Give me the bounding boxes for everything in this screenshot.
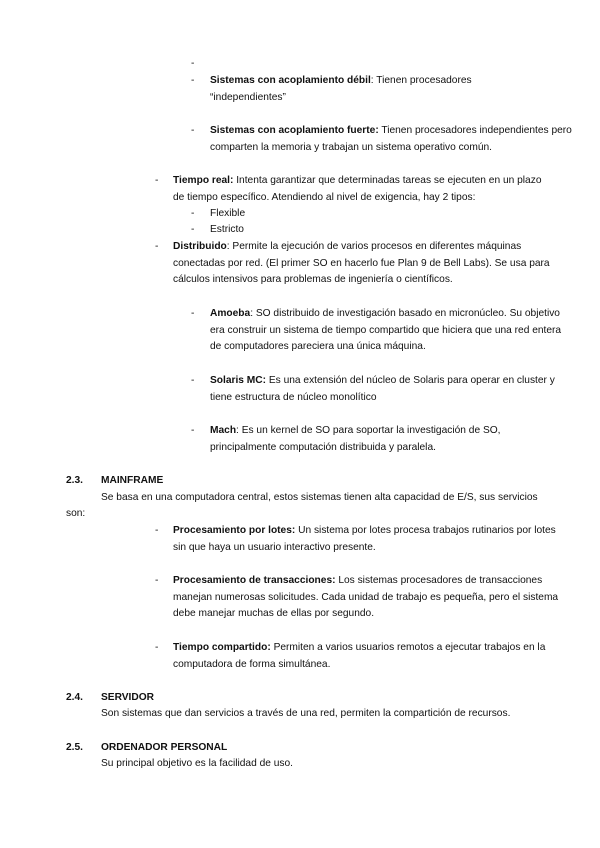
section-title-ordenador-personal: ORDENADOR PERSONAL bbox=[101, 742, 228, 753]
item-text: Intenta garantizar que determinadas tareas se ejecuten en un plazo de tiempo específico. Atendiendo al nivel de exigencia, hay 2 tipos: bbox=[173, 175, 542, 203]
item-term: Procesamiento de transacciones: bbox=[173, 575, 336, 586]
section-intro: Se basa en una computadora central, estos sistemas tienen alta capacidad de E/S, sus servicios bbox=[101, 492, 538, 503]
bullet-dash: - bbox=[155, 575, 159, 586]
item-term: Sistemas con acoplamiento débil bbox=[210, 75, 371, 86]
item-term: Mach bbox=[210, 425, 237, 436]
list-item-tiempo-compartido bbox=[173, 640, 568, 673]
item-text: Tienen procesadores independientes pero comparten la memoria y trabajan un sistema operativo común. bbox=[210, 125, 572, 153]
bullet-dash: - bbox=[191, 224, 195, 235]
item-text: Los sistemas procesadores de transacciones manejan numerosas solicitudes. Cada unidad de trabajo es pequeña, pero el sistema debe manejar muchas de ellas por segundo. bbox=[173, 575, 559, 619]
item-term: Distribuido bbox=[173, 241, 227, 252]
item-term: Amoeba bbox=[210, 308, 251, 319]
item-text: Es una extensión del núcleo de Solaris para operar en cluster y tiene estructura de núcleo monolítico bbox=[210, 375, 555, 403]
list-item-distribuido bbox=[173, 239, 575, 289]
section-text: Su principal objetivo es la facilidad de uso. bbox=[101, 758, 293, 769]
item-text: : Permite la ejecución de varios procesos en diferentes máquinas conectadas por red. (El primer SO en hacerlo fue Plan 9 de Bell Labs). Se usa para cálculos intensivos para problemas de ingeniería o científicos. bbox=[173, 241, 550, 285]
section-intro-cont: son: bbox=[66, 508, 86, 519]
section-number: 2.5. bbox=[66, 742, 83, 753]
list-item-acoplamiento-debil bbox=[210, 73, 510, 106]
item-term: Procesamiento por lotes: bbox=[173, 525, 296, 536]
item-text: : Es un kernel de SO para soportar la investigación de SO, principalmente computación distribuida y paralela. bbox=[210, 425, 501, 453]
section-number: 2.3. bbox=[66, 475, 83, 486]
list-item-acoplamiento-fuerte bbox=[210, 123, 580, 156]
section-number: 2.4. bbox=[66, 692, 83, 703]
bullet-dash: - bbox=[191, 425, 195, 436]
list-item-tiempo-real bbox=[173, 173, 553, 206]
subtype-item: Flexible bbox=[210, 208, 246, 219]
bullet-dash: - bbox=[191, 75, 195, 86]
empty-dash: - bbox=[191, 58, 195, 69]
item-text: Un sistema por lotes procesa trabajos rutinarios por lotes sin que haya un usuario interactivo presente. bbox=[173, 525, 556, 553]
item-term: Tiempo real: bbox=[173, 175, 234, 186]
item-text: Permiten a varios usuarios remotos a ejecutar trabajos en la computadora de forma simultánea. bbox=[173, 642, 546, 670]
list-item-procesamiento-lotes bbox=[173, 523, 568, 556]
bullet-dash: - bbox=[155, 642, 159, 653]
bullet-dash: - bbox=[155, 241, 159, 252]
example-amoeba bbox=[210, 306, 570, 356]
bullet-dash: - bbox=[155, 525, 159, 536]
example-mach bbox=[210, 423, 560, 456]
item-term: Tiempo compartido: bbox=[173, 642, 271, 653]
example-solaris-mc bbox=[210, 373, 570, 406]
item-text: : SO distribuido de investigación basado en micronúcleo. Su objetivo era construir un sistema de tiempo compartido que hiciera que una red entera de computadores pareciera una única máquina. bbox=[210, 308, 562, 352]
section-title-servidor: SERVIDOR bbox=[101, 692, 155, 703]
section-text: Son sistemas que dan servicios a través de una red, permiten la compartición de recursos. bbox=[101, 708, 511, 719]
bullet-dash: - bbox=[191, 125, 195, 136]
item-text: : Tienen procesadores “independientes” bbox=[210, 75, 472, 103]
section-title-mainframe: MAINFRAME bbox=[101, 475, 164, 486]
item-term: Solaris MC: bbox=[210, 375, 267, 386]
bullet-dash: - bbox=[191, 308, 195, 319]
bullet-dash: - bbox=[191, 208, 195, 219]
item-term: Sistemas con acoplamiento fuerte: bbox=[210, 125, 379, 136]
list-item-procesamiento-transacciones bbox=[173, 573, 568, 623]
subtype-item: Estricto bbox=[210, 224, 244, 235]
bullet-dash: - bbox=[155, 175, 159, 186]
bullet-dash: - bbox=[191, 375, 195, 386]
